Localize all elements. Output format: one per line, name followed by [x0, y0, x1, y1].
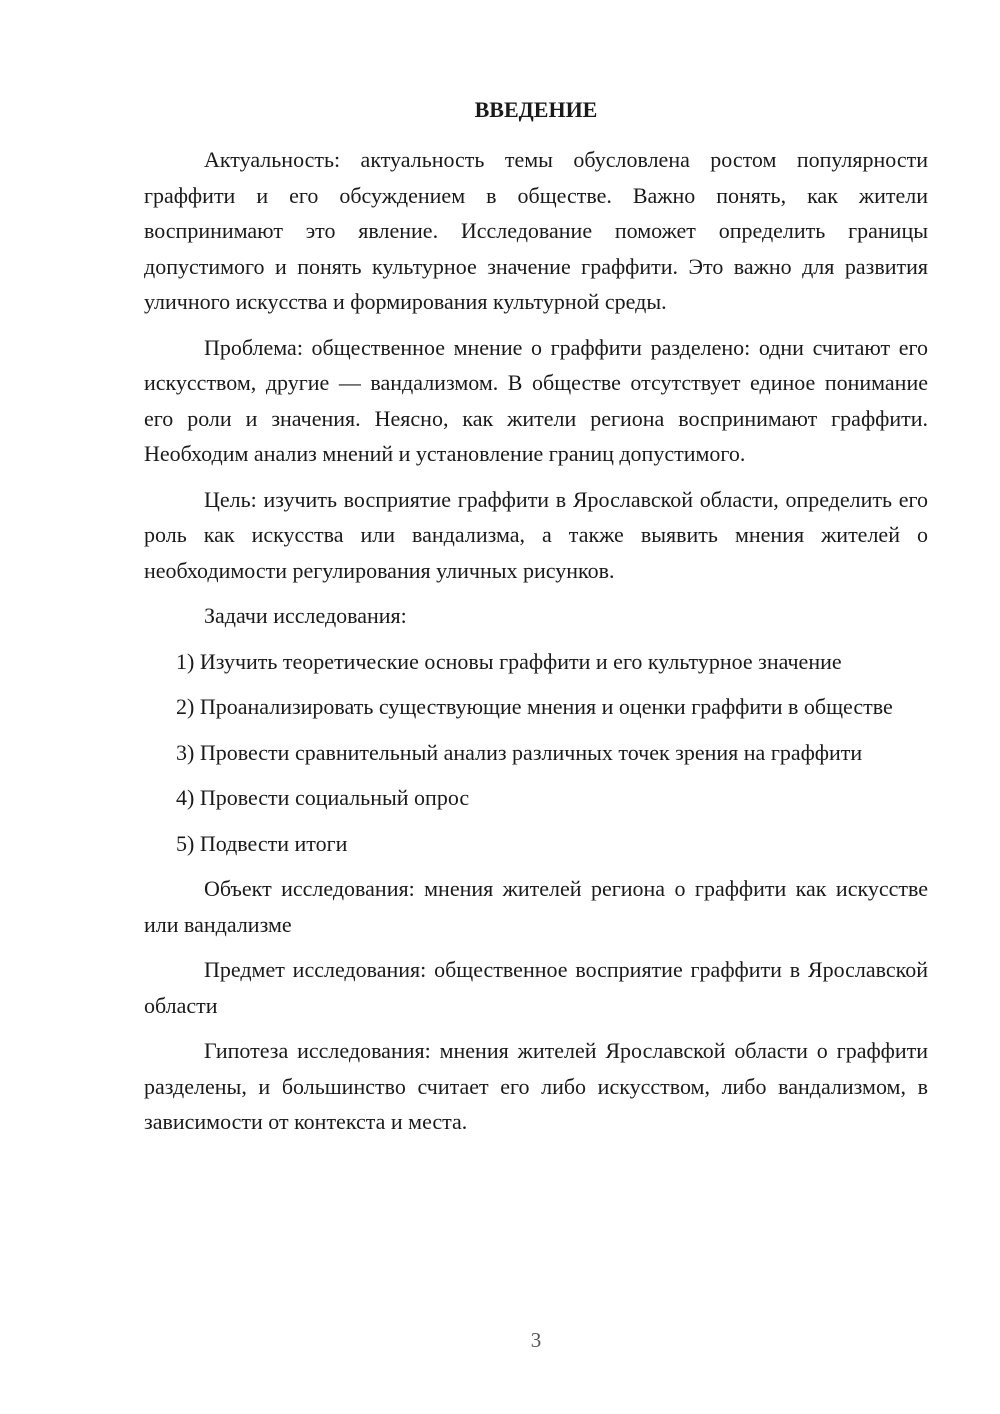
- list-item-task-4: 4) Провести социальный опрос: [176, 785, 470, 810]
- list-item-task-1: 1) Изучить теоретические основы граффити и его культурное значение: [176, 648, 842, 674]
- paragraph-hypothesis: Гипотеза исследования: мнения жителей Ярославской области о граффити разделены, и большинство считает его либо искусством, либо вандализмом, в зависимости от контекста и места.: [144, 1038, 928, 1134]
- page-title: ВВЕДЕНИЕ: [474, 97, 598, 122]
- paragraph-object: Объект исследования: мнения жителей региона о граффити как искусстве или вандализме: [144, 876, 928, 937]
- tasks-heading: Задачи исследования:: [204, 603, 407, 628]
- list-item-task-2: 2) Проанализировать существующие мнения и оценки граффити в обществе: [176, 694, 893, 719]
- paragraph-subject: Предмет исследования: общественное восприятие граффити в Ярославской области: [144, 957, 928, 1018]
- document-page: [144, 92, 928, 1150]
- paragraph-problem: Проблема: общественное мнение о граффити разделено: одни считают его искусством, другие — вандализмом. В обществе отсутствует единое понимание его роли и значения. Неясно, как жители региона воспринимают граффити. Необходим анализ мнений и установление границ допустимого.: [144, 334, 928, 466]
- list-item-task-5: 5) Подвести итоги: [176, 830, 348, 856]
- list-item-task-3: 3) Провести сравнительный анализ различных точек зрения на граффити: [176, 739, 863, 765]
- page-number: 3: [530, 1328, 542, 1352]
- paragraph-relevance: Актуальность: актуальность темы обусловлена ростом популярности граффити и его обсуждением в обществе. Важно понять, как жители воспринимают это явление. Исследование поможет определить границы допустимого и понять культурное значение граффити. Это важно для развития уличного искусства и формирования культурной среды.: [144, 147, 928, 314]
- paragraph-goal: Цель: изучить восприятие граффити в Ярославской области, определить его роль как искусства или вандализма, а также выявить мнения жителей о необходимости регулирования уличных рисунков.: [144, 486, 928, 583]
